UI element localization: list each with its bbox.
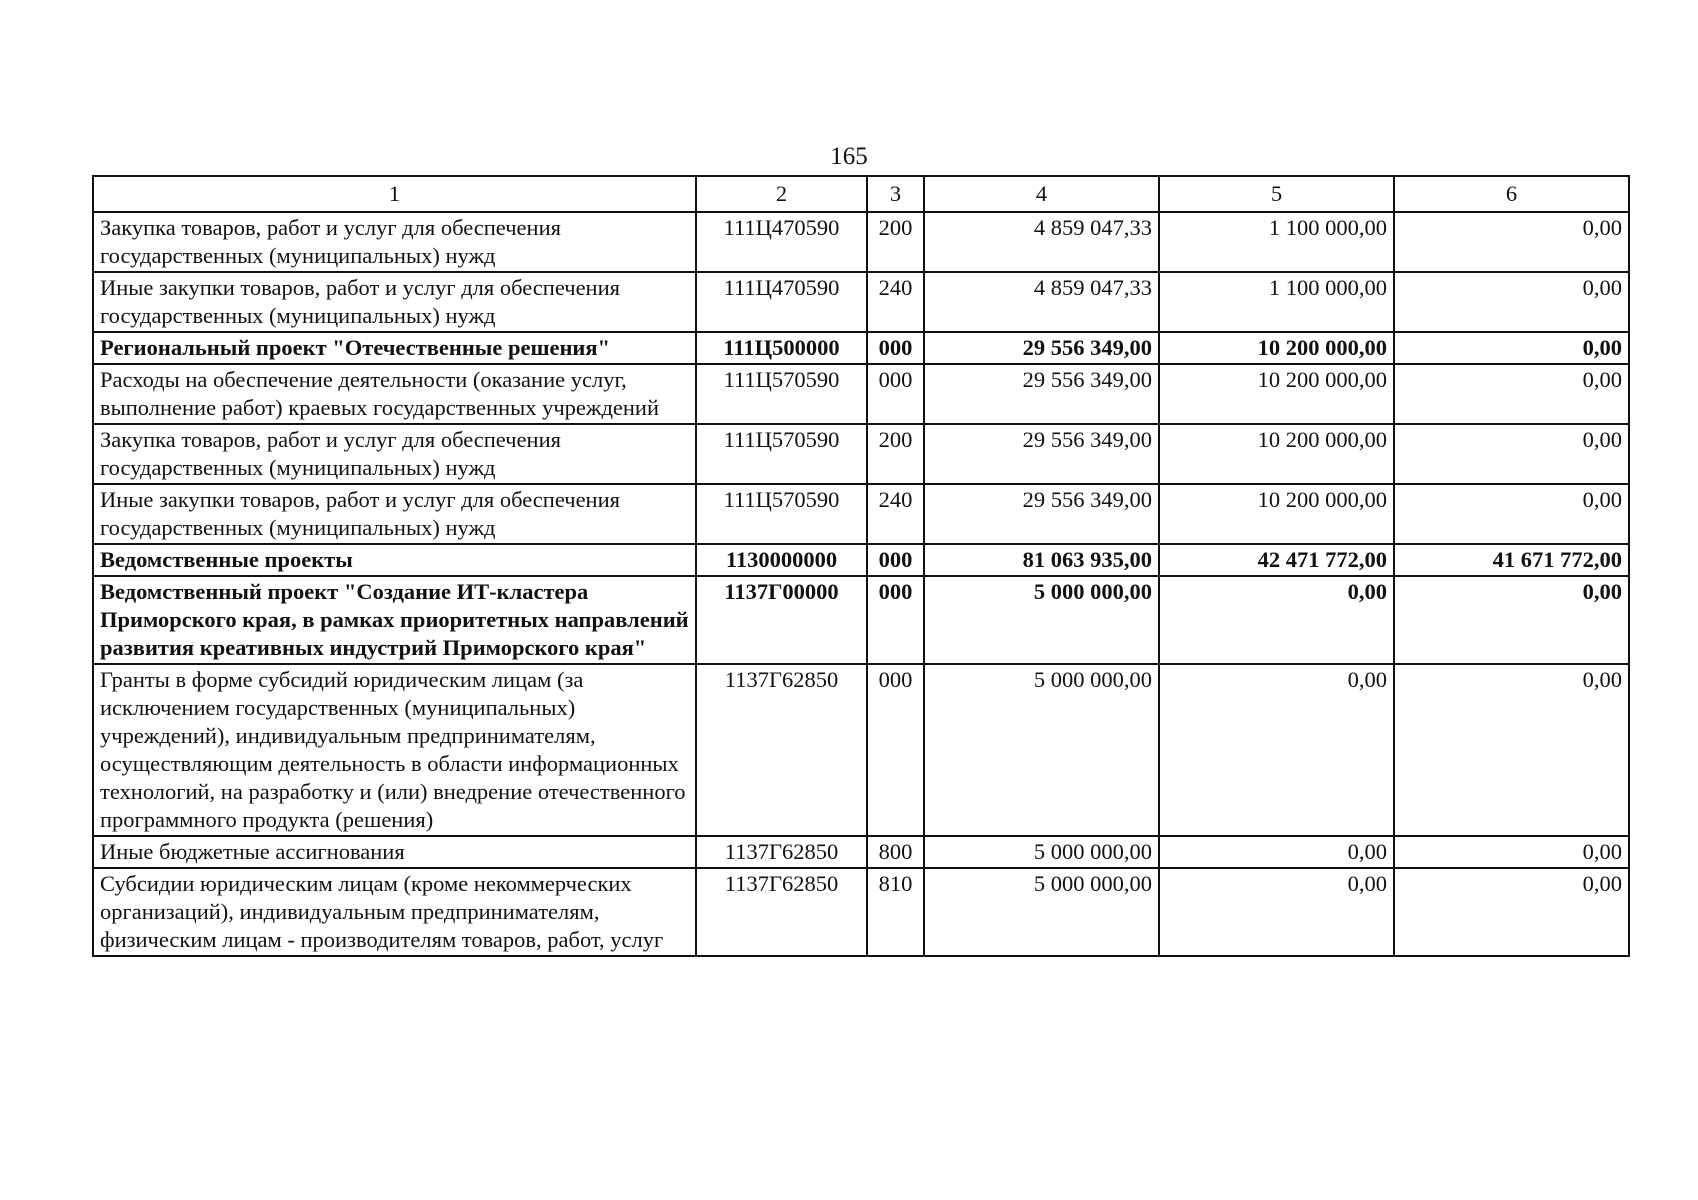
row-code: 1137Г62850: [696, 868, 867, 956]
row-expense-type: 800: [867, 836, 924, 868]
row-name: Субсидии юридическим лицам (кроме некоммерческих организаций), индивидуальным предпринимателям, физическим лицам - производителям товаров, работ, услуг: [93, 868, 696, 956]
row-code: 1137Г62850: [696, 664, 867, 836]
row-amount-col5: 10 200 000,00: [1159, 484, 1394, 544]
table-row: [93, 664, 1629, 836]
row-code: 1130000000: [696, 544, 867, 576]
column-header-3: 3: [867, 176, 924, 212]
row-amount-col4: 4 859 047,33: [924, 212, 1159, 272]
column-header-2: 2: [696, 176, 867, 212]
row-amount-col6: 0,00: [1394, 332, 1629, 364]
row-code: 111Ц470590: [696, 272, 867, 332]
row-amount-col4: 5 000 000,00: [924, 868, 1159, 956]
table-body: [93, 212, 1629, 956]
row-amount-col5: 10 200 000,00: [1159, 332, 1394, 364]
header-row: [93, 176, 1629, 212]
table-row: [93, 424, 1629, 484]
row-amount-col4: 5 000 000,00: [924, 664, 1159, 836]
table-row: [93, 364, 1629, 424]
row-code: 111Ц570590: [696, 424, 867, 484]
row-expense-type: 240: [867, 484, 924, 544]
row-expense-type: 200: [867, 424, 924, 484]
row-amount-col6: 0,00: [1394, 212, 1629, 272]
table-row: [93, 332, 1629, 364]
row-expense-type: 000: [867, 332, 924, 364]
row-amount-col4: 5 000 000,00: [924, 836, 1159, 868]
row-amount-col6: 0,00: [1394, 576, 1629, 664]
row-amount-col4: 29 556 349,00: [924, 484, 1159, 544]
row-amount-col5: 0,00: [1159, 836, 1394, 868]
row-name: Закупка товаров, работ и услуг для обеспечения государственных (муниципальных) нужд: [93, 424, 696, 484]
row-amount-col6: 41 671 772,00: [1394, 544, 1629, 576]
table-row: [93, 212, 1629, 272]
row-name: Ведомственный проект "Создание ИТ-кластера Приморского края, в рамках приоритетных направлений развития креативных индустрий Приморского края": [93, 576, 696, 664]
row-name: Иные бюджетные ассигнования: [93, 836, 696, 868]
row-name: Ведомственные проекты: [93, 544, 696, 576]
row-expense-type: 810: [867, 868, 924, 956]
table-row: [93, 868, 1629, 956]
row-amount-col6: 0,00: [1394, 664, 1629, 836]
row-amount-col5: 0,00: [1159, 576, 1394, 664]
table-row: [93, 544, 1629, 576]
row-amount-col4: 5 000 000,00: [924, 576, 1159, 664]
row-amount-col6: 0,00: [1394, 364, 1629, 424]
row-code: 111Ц570590: [696, 484, 867, 544]
table-row: [93, 484, 1629, 544]
row-amount-col4: 29 556 349,00: [924, 424, 1159, 484]
row-expense-type: 200: [867, 212, 924, 272]
row-expense-type: 000: [867, 364, 924, 424]
row-name: Иные закупки товаров, работ и услуг для обеспечения государственных (муниципальных) нужд: [93, 272, 696, 332]
row-amount-col6: 0,00: [1394, 424, 1629, 484]
row-amount-col5: 10 200 000,00: [1159, 424, 1394, 484]
row-amount-col5: 1 100 000,00: [1159, 272, 1394, 332]
table-row: [93, 836, 1629, 868]
row-name: Иные закупки товаров, работ и услуг для обеспечения государственных (муниципальных) нужд: [93, 484, 696, 544]
row-amount-col6: 0,00: [1394, 272, 1629, 332]
table-row: [93, 272, 1629, 332]
row-amount-col4: 4 859 047,33: [924, 272, 1159, 332]
page-number: 165: [830, 143, 868, 170]
table-row: [93, 576, 1629, 664]
row-amount-col5: 10 200 000,00: [1159, 364, 1394, 424]
column-header-5: 5: [1159, 176, 1394, 212]
row-amount-col4: 29 556 349,00: [924, 332, 1159, 364]
row-code: 1137Г62850: [696, 836, 867, 868]
budget-table: [92, 175, 1630, 957]
row-expense-type: 000: [867, 664, 924, 836]
row-amount-col5: 0,00: [1159, 868, 1394, 956]
row-amount-col4: 29 556 349,00: [924, 364, 1159, 424]
column-header-1: 1: [93, 176, 696, 212]
row-expense-type: 000: [867, 544, 924, 576]
column-header-4: 4: [924, 176, 1159, 212]
row-code: 1137Г00000: [696, 576, 867, 664]
row-code: 111Ц570590: [696, 364, 867, 424]
row-amount-col6: 0,00: [1394, 868, 1629, 956]
row-code: 111Ц470590: [696, 212, 867, 272]
row-amount-col5: 1 100 000,00: [1159, 212, 1394, 272]
row-expense-type: 000: [867, 576, 924, 664]
column-header-6: 6: [1394, 176, 1629, 212]
row-amount-col6: 0,00: [1394, 836, 1629, 868]
row-name: Закупка товаров, работ и услуг для обеспечения государственных (муниципальных) нужд: [93, 212, 696, 272]
row-expense-type: 240: [867, 272, 924, 332]
row-amount-col5: 42 471 772,00: [1159, 544, 1394, 576]
row-name: Региональный проект "Отечественные решения": [93, 332, 696, 364]
row-code: 111Ц500000: [696, 332, 867, 364]
row-name: Гранты в форме субсидий юридическим лицам (за исключением государственных (муниципальных) учреждений), индивидуальным предпринимателям, осуществляющим деятельность в области информационных технологий, на разработку и (или) внедрение отечественного программного продукта (решения): [93, 664, 696, 836]
row-amount-col6: 0,00: [1394, 484, 1629, 544]
row-amount-col5: 0,00: [1159, 664, 1394, 836]
row-name: Расходы на обеспечение деятельности (оказание услуг, выполнение работ) краевых государственных учреждений: [93, 364, 696, 424]
row-amount-col4: 81 063 935,00: [924, 544, 1159, 576]
